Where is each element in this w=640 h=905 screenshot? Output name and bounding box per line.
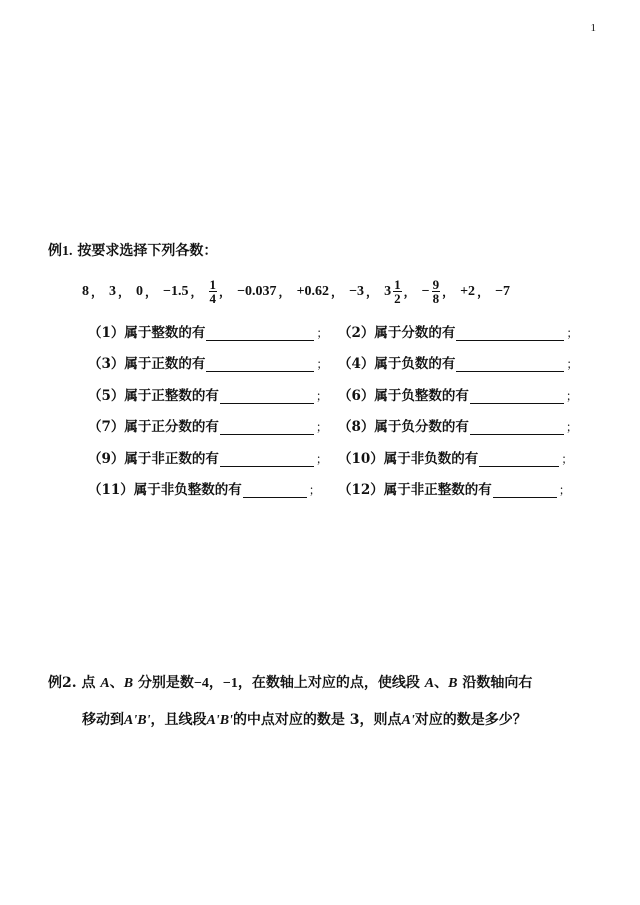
question-label: （11）属于非负整数的有 [88,482,242,499]
fraction-part [432,278,441,305]
answer-blank[interactable] [220,389,314,404]
text-segment: 的中点对应的数是 3，则点 [232,712,402,728]
question-item [88,321,338,341]
separator: ， [403,285,416,299]
fraction-numerator: 1 [209,277,217,292]
example-1-heading [48,240,608,260]
text-segment: 沿数轴向右 [457,675,533,691]
text-segment: 、 [109,675,124,691]
question-row [88,441,588,473]
question-item [338,415,588,435]
separator: ， [118,285,131,299]
number-item: +2 [460,283,476,299]
answer-blank[interactable] [206,326,314,341]
text-segment: 点 [81,675,101,691]
question-item [338,384,588,404]
point-b: B [448,676,458,691]
answer-blank[interactable] [456,326,564,341]
question-row [88,315,588,347]
semicolon: ； [316,325,329,340]
segment-a-prime-b-prime: A'B' [206,713,233,728]
answer-blank[interactable] [493,483,557,498]
fraction-denominator: 8 [432,291,440,306]
answer-blank[interactable] [479,452,559,467]
question-row [88,410,588,442]
number-item: 8 [82,283,89,299]
example-2 [48,672,608,732]
semicolon: ； [315,420,328,435]
answer-blank[interactable] [206,357,314,372]
semicolon: ； [315,388,328,403]
text-segment: 分别是数 [133,675,194,691]
number-item: −3 [349,283,365,299]
separator: ， [91,285,104,299]
question-label: （9）属于非正数的有 [88,450,219,467]
number-item: −7 [495,283,511,299]
fraction-denominator: 4 [209,291,217,306]
question-item [88,447,338,467]
separator: ， [442,285,455,299]
answer-blank[interactable] [470,389,564,404]
question-item [88,352,338,372]
semicolon: ； [308,483,321,498]
separator: ， [219,285,232,299]
semicolon: ； [565,420,578,435]
text-segment: 对应的数是多少？ [414,712,527,728]
example-1-prompt: 按要求选择下列各数： [77,243,218,259]
question-label: （10）属于非负数的有 [338,450,479,467]
semicolon: ； [561,451,574,466]
semicolon: ； [315,451,328,466]
page-number: 1 [590,22,596,34]
text-segment: 、 [434,675,449,691]
segment-a-prime-b-prime: A'B' [124,713,151,728]
question-grid [88,315,588,504]
answer-blank[interactable] [456,357,564,372]
separator: ， [477,285,490,299]
number-item: −0.037 [237,283,277,299]
mixed-number-item [384,278,402,305]
value-b: −1 [222,676,238,691]
question-label: （6）属于负整数的有 [338,387,469,404]
question-item [338,352,588,372]
point-a-prime: A' [401,713,415,728]
semicolon: ； [558,483,571,498]
example-2-line-2 [82,709,608,732]
semicolon: ； [565,388,578,403]
example-2-line-1 [48,672,608,695]
fraction-denominator: 2 [394,291,401,306]
separator: ， [145,285,158,299]
separator: ， [331,285,344,299]
fraction-numerator: 1 [394,277,401,292]
question-item [338,447,588,467]
question-label: （4）属于负数的有 [338,356,456,373]
negative-fraction-item [422,278,440,305]
answer-blank[interactable] [243,483,307,498]
question-label: （7）属于正分数的有 [88,419,219,436]
question-label: （12）属于非正整数的有 [338,482,492,499]
question-item [88,384,338,404]
question-item [338,478,588,498]
question-item [88,478,338,498]
question-label: （5）属于正整数的有 [88,387,219,404]
question-label: （2）属于分数的有 [338,324,456,341]
question-row [88,378,588,410]
question-label: （1）属于整数的有 [88,324,206,341]
point-a: A [424,676,435,691]
number-item: 0 [136,283,144,299]
answer-blank[interactable] [470,420,564,435]
semicolon: ； [316,357,329,372]
question-label: （8）属于负分数的有 [338,419,469,436]
fraction-numerator: 9 [432,277,440,292]
text-segment: 移动到 [82,712,124,728]
number-item: 3 [109,283,117,299]
text-segment: ，在数轴上对应的点，使线段 [237,675,425,691]
question-item [88,415,338,435]
fraction-part [393,278,402,305]
question-label: （3）属于正数的有 [88,356,206,373]
number-list [82,278,608,305]
example-1-label: 例1. [48,244,73,259]
text-segment: ，且线段 [150,712,207,728]
value-a: −4 [193,676,209,691]
separator: ， [190,285,203,299]
number-item: +0.62 [296,283,330,299]
minus-sign: − [421,283,430,299]
answer-blank[interactable] [220,420,314,435]
text-segment: ， [208,675,223,691]
mixed-whole: 3 [384,283,392,299]
question-row [88,473,588,505]
fraction-item [209,278,218,305]
question-item [338,321,588,341]
separator: ， [278,285,291,299]
semicolon: ； [566,357,579,372]
number-item: −1.5 [163,283,189,299]
example-1 [48,240,608,504]
point-b: B [123,676,134,691]
answer-blank[interactable] [220,452,314,467]
example-2-label: 例2. [48,675,77,691]
point-a: A [100,676,110,691]
semicolon: ； [566,325,579,340]
separator: ， [366,285,379,299]
question-row [88,347,588,379]
